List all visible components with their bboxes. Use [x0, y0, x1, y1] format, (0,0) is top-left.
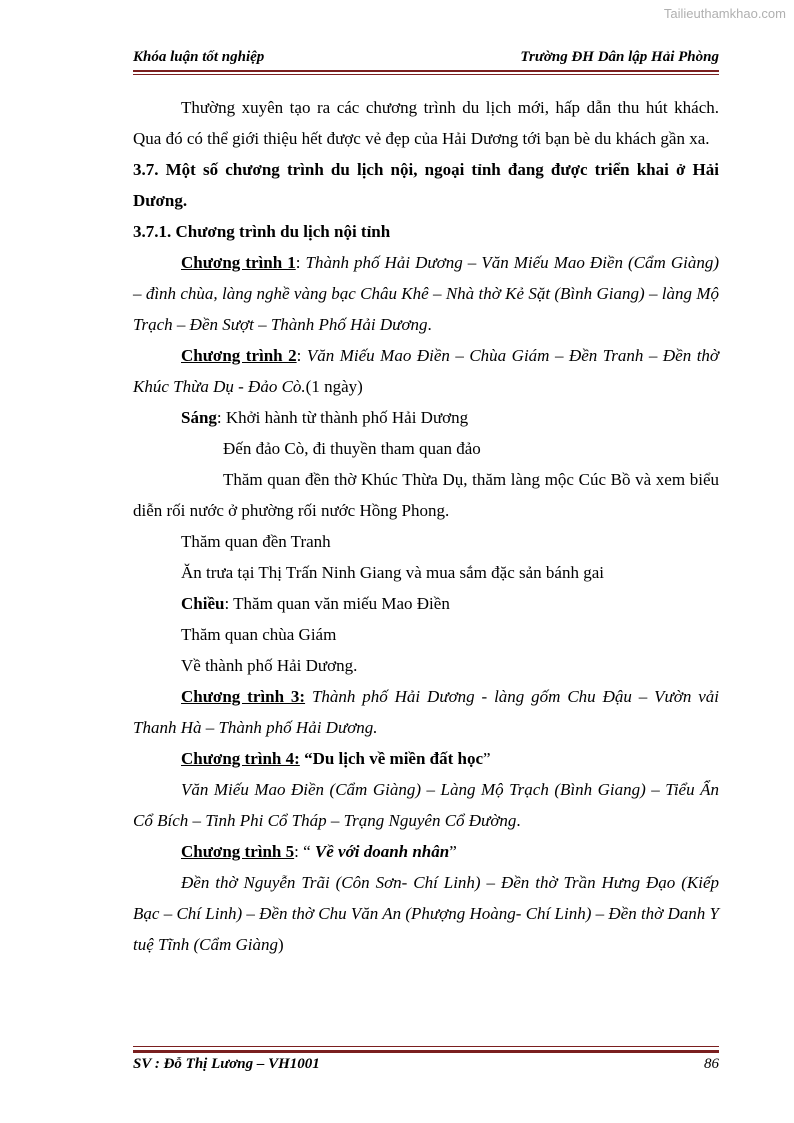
page-header	[133, 49, 719, 66]
watermark: Tailieuthamkhao.com	[663, 6, 786, 21]
intro-paragraph: Thường xuyên tạo ra các chương trình du lịch mới, hấp dẫn thu hút khách. Qua đó có thể giới thiệu hết được vẻ đẹp của Hải Dương tới bạn bè du khách gần xa.	[133, 98, 719, 148]
page-number: 86	[704, 1056, 719, 1072]
program-1-label: Chương trình 1	[181, 253, 296, 272]
header-university: Trường ĐH Dân lập Hải Phòng	[520, 49, 719, 65]
page-footer	[133, 1056, 719, 1073]
program-5-label: Chương trình 5	[181, 842, 295, 861]
program-5-title: Về với doanh nhân	[314, 842, 450, 861]
program-2-label: Chương trình 2	[181, 346, 297, 365]
program-4-title: “Du lịch về miền đất học	[299, 749, 484, 768]
program-2: Chương trình 2: Văn Miếu Mao Điền – Chùa Giám – Đền Tranh – Đền thờ Khúc Thừa Dụ - Đảo Cò.(1 ngày)	[133, 346, 719, 396]
itinerary-line: Ăn trưa tại Thị Trấn Ninh Giang và mua sắm đặc sản bánh gai	[181, 563, 604, 582]
itinerary-line: Đến đảo Cò, đi thuyền tham quan đảo	[223, 439, 481, 458]
itinerary-line: Thăm quan đền thờ Khúc Thừa Dụ, thăm làng mộc Cúc Bồ và xem biểu diễn rối nước ở phường rối nước Hồng Phong.	[133, 470, 719, 520]
program-1: Chương trình 1: Thành phố Hải Dương – Văn Miếu Mao Điền (Cẩm Giàng) – đình chùa, làng nghề vàng bạc Châu Khê – Nhà thờ Kẻ Sặt (Bình Giang) – làng Mộ Trạch – Đền Sượt – Thành Phố Hải Dương.	[133, 253, 719, 334]
itinerary-line: Thăm quan chùa Giám	[181, 625, 337, 644]
itinerary-line: Về thành phố Hải Dương.	[181, 656, 358, 675]
footer-student: SV : Đỗ Thị Lương – VH1001	[133, 1056, 320, 1072]
program-3-route: Thành phố Hải Dương - làng gốm Chu Đậu – Vườn vải Thanh Hà – Thành phố Hải Dương.	[133, 687, 719, 737]
header-rule	[133, 70, 719, 72]
subsection-heading: 3.7.1. Chương trình du lịch nội tỉnh	[133, 222, 391, 241]
itinerary-line: Thăm quan đền Tranh	[181, 532, 331, 551]
header-thesis-title: Khóa luận tốt nghiệp	[133, 49, 265, 65]
afternoon-label: Chiều	[181, 594, 225, 613]
page-body	[133, 92, 719, 960]
program-3	[133, 681, 719, 743]
header-rule-thin	[133, 74, 719, 75]
footer-rule	[133, 1050, 719, 1053]
morning-line: Sáng: Khởi hành từ thành phố Hải Dương	[181, 408, 469, 427]
program-5-heading: Chương trình 5: “ Về với doanh nhân”	[181, 842, 457, 861]
program-4-heading: Chương trình 4: “Du lịch về miền đất học”	[181, 749, 491, 768]
program-4-route: Văn Miếu Mao Điền (Cẩm Giàng) – Làng Mộ Trạch (Bình Giang) – Tiểu Ẩn Cổ Bích – Tinh Phi Cổ Tháp – Trạng Nguyên Cổ Đường.	[133, 780, 719, 830]
morning-label: Sáng	[181, 408, 217, 427]
program-5-route: Đền thờ Nguyễn Trãi (Côn Sơn- Chí Linh) – Đền thờ Trần Hưng Đạo (Kiếp Bạc – Chí Linh) – Đền thờ Chu Văn An (Phượng Hoàng- Chí Linh) – Đền thờ Danh Y tuệ Tĩnh (Cẩm Giàng)	[133, 873, 719, 954]
program-2-duration: (1 ngày)	[305, 377, 363, 396]
program-1-route: Thành phố Hải Dương – Văn Miếu Mao Điền (Cẩm Giàng) – đình chùa, làng nghề vàng bạc Châu Khê – Nhà thờ Kẻ Sặt (Bình Giang) – làng Mộ Trạch – Đền Sượt – Thành Phố Hải Dương	[133, 253, 719, 334]
section-heading: 3.7. Một số chương trình du lịch nội, ngoại tỉnh đang được triển khai ở Hải Dương.	[133, 160, 719, 210]
footer-rule-thin	[133, 1046, 719, 1047]
afternoon-line: Chiều: Thăm quan văn miếu Mao Điền	[181, 594, 450, 613]
program-4-label: Chương trình 4:	[181, 749, 300, 768]
program-2-route: Văn Miếu Mao Điền – Chùa Giám – Đền Tranh – Đền thờ Khúc Thừa Dụ - Đảo Cò.	[133, 346, 719, 396]
program-3-label: Chương trình 3:	[181, 687, 306, 706]
